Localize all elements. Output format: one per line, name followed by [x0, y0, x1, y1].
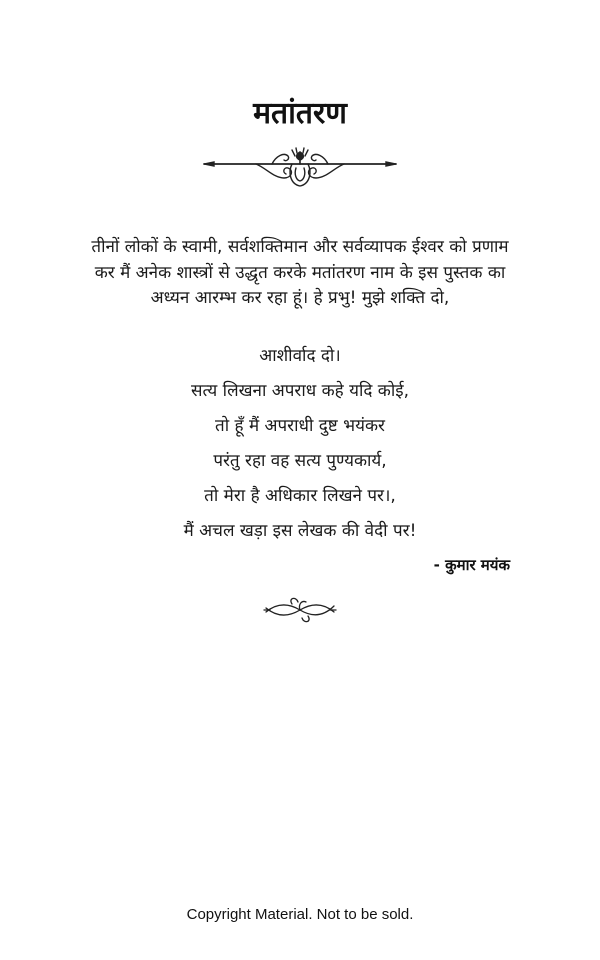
verse-line: सत्य लिखना अपराध कहे यदि कोई,	[190, 381, 409, 401]
copyright-notice: Copyright Material. Not to be sold.	[186, 906, 414, 923]
flourish-end-icon	[262, 594, 338, 624]
page-title: मतांतरण	[253, 96, 347, 131]
verse-line: तो हूँ मैं अपराधी दुष्ट भयंकर	[215, 416, 385, 436]
verse-line: मैं अचल खड़ा इस लेखक की वेदी पर!	[183, 521, 417, 541]
verse-line: परंतु रहा वह सत्य पुण्यकार्य,	[213, 451, 387, 471]
author-attribution: - कुमार मयंक	[433, 556, 510, 574]
verse-line: आशीर्वाद दो।	[259, 346, 341, 366]
flourish-divider-icon	[200, 144, 400, 190]
verse-line: तो मेरा है अधिकार लिखने पर।,	[204, 486, 396, 506]
intro-paragraph: तीनों लोकों के स्वामी, सर्वशक्तिमान और सर्वव्यापक ईश्वर को प्रणाम कर मैं अनेक शास्त्रों से उद्धृत करके मतांतरण नाम के इस पुस्तक का अध्यन आरम्भ कर रहा हूं। हे प्रभु! मुझे शक्ति दो,	[91, 237, 509, 308]
